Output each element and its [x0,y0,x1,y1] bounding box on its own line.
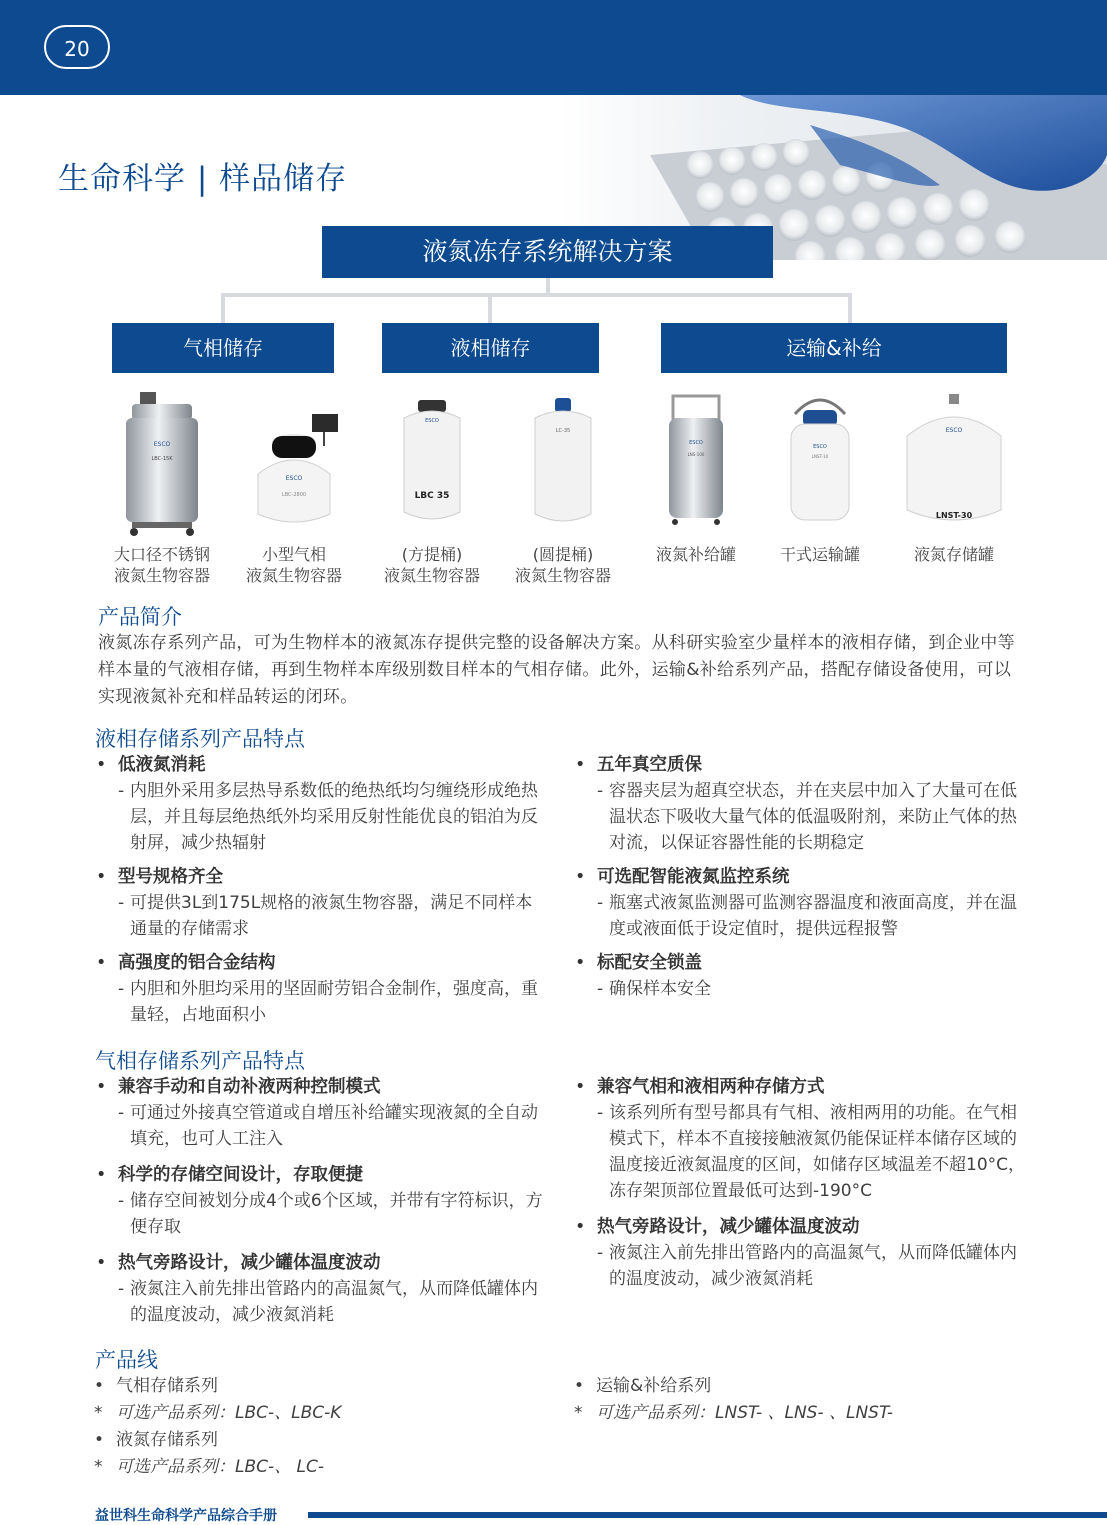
feature-desc: 内胆和外胆均采用的坚固耐劳铝合金制作，强度高，重量轻，占地面积小 [130,979,538,1025]
feature-desc: 可提供3L到175L规格的液氮生物容器，满足不同样本通量的存储需求 [130,893,533,939]
product-card [100,390,224,586]
product-card [770,390,870,565]
feature-desc: 可通过外接真空管道或自增压补给罐实现液氮的全自动填充，也可人工注入 [130,1103,538,1149]
footer-rule [308,1512,1107,1518]
feature-title: 标配安全锁盖 [597,953,702,973]
svg-text:LBC 35: LBC 35 [414,491,450,501]
product-name-line1: 液氮存储罐 [913,545,994,564]
footer-title: 益世科生命科学产品综合手册 [95,1508,277,1524]
category-vapor: 气相储存 [112,323,334,373]
header-bar [0,0,1107,95]
feature-item: • 型号规格齐全 - 可提供3L到175L规格的液氮生物容器，满足不同样本通量的存储需求 [96,864,546,942]
feature-item: • 热气旁路设计，减少罐体温度波动 - 液氮注入前先排出管路内的高温氮气，从而降低罐体内的温度波动，减少液氮消耗 [575,1214,1025,1292]
vapor-features-title: 气相存储系列产品特点 [95,1049,305,1073]
feature-desc: 液氮注入前先排出管路内的高温氮气，从而降低罐体内的温度波动，减少液氮消耗 [609,1243,1017,1289]
feature-desc: 液氮注入前先排出管路内的高温氮气，从而降低罐体内的温度波动，减少液氮消耗 [130,1279,538,1325]
product-name-line1: 液氮补给罐 [655,545,736,564]
feature-item: • 科学的存储空间设计，存取便捷 - 储存空间被划分成4个或6个区域，并带有字符标识，方便存取 [96,1162,546,1240]
intro-text: 液氮冻存系列产品，可为生物样本的液氮冻存提供完整的设备解决方案。从科研实验室少量样本的液相存储，到企业中等样本量的气液相存储，再到生物样本库级别数目样本的气相存储。此外，运输&补给系列产品，搭配存储设备使用，可以实现液氮补充和样品转运的闭环。 [98,633,1015,707]
vapor-features-right [575,1074,1025,1302]
page-title: 生命科学 | 样品储存 [58,161,348,197]
svg-text:ESCO: ESCO [153,441,171,448]
svg-text:LBC-15K: LBC-15K [151,456,173,462]
feature-item: • 兼容气相和液相两种存储方式 - 该系列所有型号都具有气相、液相两用的功能。在气相模式下，样本不直接接触液氮仍能保证样本储存区域的温度接近液氮温度的区间，如储存区域温差不超10°C，冻存架顶部位置最低可达到-190°C [575,1074,1025,1204]
feature-title: 兼容气相和液相两种存储方式 [597,1077,825,1097]
feature-title: 低液氮消耗 [118,755,206,775]
svg-text:LNST-10: LNST-10 [811,454,829,459]
feature-title: 热气旁路设计，减少罐体温度波动 [118,1253,381,1273]
feature-desc: 储存空间被划分成4个或6个区域，并带有字符标识，方便存取 [130,1191,543,1237]
supply-tank-icon [651,390,741,538]
round-bucket-container-icon [513,390,613,538]
product-card [503,390,623,586]
feature-item: • 热气旁路设计，减少罐体温度波动 - 液氮注入前先排出管路内的高温氮气，从而降低罐体内的温度波动，减少液氮消耗 [96,1250,546,1328]
feature-title: 可选配智能液氮监控系统 [597,867,790,887]
liquid-features-right [575,752,1025,1012]
product-card [646,390,746,565]
feature-title: 五年真空质保 [597,755,702,775]
feature-item: • 兼容手动和自动补液两种控制模式 - 可通过外接真空管道或自增压补给罐实现液氮的全自动填充，也可人工注入 [96,1074,546,1152]
product-line-option: * 可选产品系列：LNST- 、LNS- 、LNST- [574,1403,894,1423]
liquid-features-left [96,752,546,1038]
product-line-option: * 可选产品系列：LBC-、LBC-K [94,1403,342,1423]
product-lines-left [94,1373,544,1481]
feature-item: • 标配安全锁盖 - 确保样本安全 [575,950,1025,1002]
product-line-item: • 液氮存储系列 [94,1430,218,1450]
feature-title: 热气旁路设计，减少罐体温度波动 [597,1217,860,1237]
product-name-line1: 小型气相 [261,545,326,564]
product-card [372,390,492,586]
product-line-item: • 气相存储系列 [94,1376,218,1396]
feature-title: 型号规格齐全 [118,867,223,887]
product-card [893,390,1015,565]
svg-text:LBC-2800: LBC-2800 [281,492,307,498]
storage-tank-icon [899,390,1009,538]
svg-text:LNST-30: LNST-30 [935,511,973,520]
product-name-line1: (方提桶) [401,545,463,564]
product-line-item: • 运输&补给系列 [574,1376,712,1396]
page-number: 20 [44,25,110,69]
product-name-line2: 液氮生物容器 [514,566,611,585]
tree-connector [221,293,852,297]
feature-desc: 内胆外采用多层热导系数低的绝热纸均匀缠绕形成绝热层，并且每层绝热纸外均采用反射性能优良的铝泊为反射屏，减少热辐射 [130,781,538,853]
product-name-line2: 液氮生物容器 [113,566,210,585]
product-name-line1: (圆提桶) [532,545,594,564]
dry-shipper-icon [775,390,865,538]
product-line-option: * 可选产品系列：LBC-、 LC- [94,1457,325,1477]
feature-item: • 低液氮消耗 - 内胆外采用多层热导系数低的绝热纸均匀缠绕形成绝热层，并且每层绝热纸外均采用反射性能优良的铝泊为反射屏，减少热辐射 [96,752,546,856]
small-vapor-container-icon [244,390,344,538]
svg-text:LC-35: LC-35 [555,428,571,434]
product-name-line2: 液氮生物容器 [383,566,480,585]
product-name-line1: 干式运输罐 [779,545,860,564]
tree-connector [546,278,550,294]
feature-item: • 五年真空质保 - 容器夹层为超真空状态，并在夹层中加入了大量可在低温状态下吸收大量气体的低温吸附剂，来防止气体的热对流，以保证容器性能的长期稳定 [575,752,1025,856]
svg-text:ESCO: ESCO [689,440,703,446]
svg-text:ESCO: ESCO [945,427,963,434]
tree-connector [221,293,225,323]
feature-desc: 该系列所有型号都具有气相、液相两用的功能。在气相模式下，样本不直接接触液氮仍能保证样本储存区域的温度接近液氮温度的区间，如储存区域温差不超10°C，冻存架顶部位置最低可达到-190°C [609,1103,1026,1201]
product-lines-title: 产品线 [95,1348,158,1372]
feature-item: • 高强度的铝合金结构 - 内胆和外胆均采用的坚固耐劳铝合金制作，强度高，重量轻，占地面积小 [96,950,546,1028]
solution-banner: 液氮冻存系统解决方案 [322,226,773,278]
feature-title: 科学的存储空间设计，存取便捷 [118,1165,363,1185]
liquid-features-title: 液相存储系列产品特点 [95,727,305,751]
product-lines-right [574,1373,1024,1427]
vapor-features-left [96,1074,546,1338]
steel-container-icon [112,390,212,538]
category-liquid: 液相储存 [382,323,599,373]
product-name-line2: 液氮生物容器 [245,566,342,585]
product-card [236,390,352,586]
feature-desc: 瓶塞式液氮监测器可监测容器温度和液面高度，并在温度或液面低于设定值时，提供远程报警 [609,893,1017,939]
svg-text:LNS-100: LNS-100 [687,452,705,457]
svg-text:ESCO: ESCO [813,444,827,450]
tree-connector [848,293,852,323]
tree-connector [488,293,492,323]
square-bucket-container-icon [382,390,482,538]
feature-title: 兼容手动和自动补液两种控制模式 [118,1077,381,1097]
product-name-line1: 大口径不锈钢 [113,545,210,564]
feature-desc: 容器夹层为超真空状态，并在夹层中加入了大量可在低温状态下吸收大量气体的低温吸附剂，来防止气体的热对流，以保证容器性能的长期稳定 [609,781,1017,853]
feature-desc: 确保样本安全 [609,979,711,999]
category-transport: 运输&补给 [661,323,1007,373]
intro-title: 产品简介 [98,605,182,629]
feature-title: 高强度的铝合金结构 [118,953,276,973]
feature-item: • 可选配智能液氮监控系统 - 瓶塞式液氮监测器可监测容器温度和液面高度，并在温度或液面低于设定值时，提供远程报警 [575,864,1025,942]
svg-text:ESCO: ESCO [425,418,439,424]
svg-text:ESCO: ESCO [285,475,303,482]
